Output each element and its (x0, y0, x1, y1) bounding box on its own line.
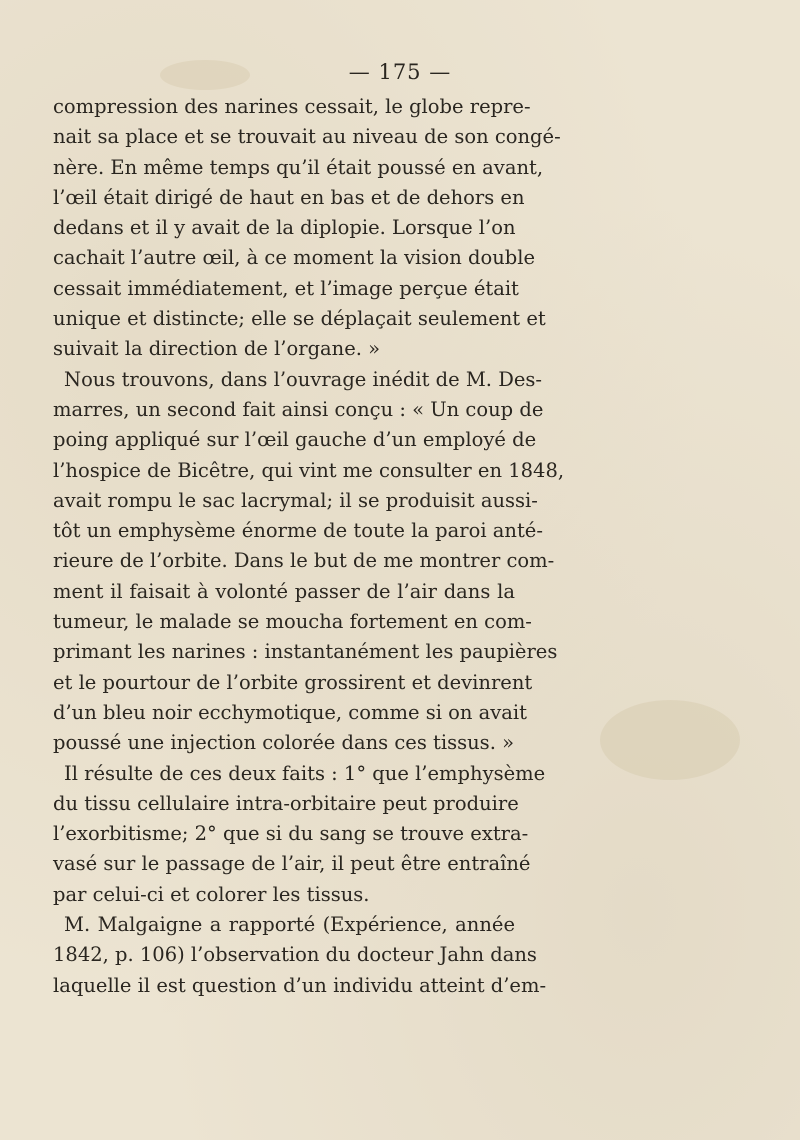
text-line: l’œil était dirigé de haut en bas et de dehors en (53, 185, 525, 209)
text-line: l’hospice de Bicêtre, qui vint me consulter en 1848, (53, 458, 565, 482)
text-line: cessait immédiatement, et l’image perçue était (53, 276, 519, 300)
text-line: Il résulte de ces deux faits : 1° que l’emphysème (64, 761, 546, 785)
text-line: compression des narines cessait, le globe repre- (53, 95, 531, 118)
text-line: nait sa place et se trouvait au niveau de son congé- (53, 125, 561, 149)
text-line: laquelle il est question d’un individu atteint d’em- (53, 973, 547, 997)
body-text (53, 92, 565, 1001)
text-line: avait rompu le sac lacrymal; il se produisit aussi- (53, 488, 538, 512)
text-line: et le pourtour de l’orbite grossirent et devinrent (53, 670, 533, 694)
paper-stain (600, 700, 740, 780)
text-line: suivait la direction de l’organe. » (53, 337, 381, 361)
text-line: par celui-ci et colorer les tissus. (53, 882, 370, 906)
text-line: dedans et il y avait de la diplopie. Lorsque l’on (53, 216, 516, 240)
text-line: Nous trouvons, dans l’ouvrage inédit de M. Des- (64, 367, 542, 391)
text-line: nère. En même temps qu’il était poussé en avant, (53, 155, 544, 179)
text-line: tumeur, le malade se moucha fortement en com- (53, 610, 532, 634)
text-line: primant les narines : instantanément les paupières (53, 640, 558, 664)
text-line: unique et distincte; elle se déplaçait seulement et (53, 307, 546, 331)
text-line: marres, un second fait ainsi conçu : « Un coup de (53, 397, 544, 421)
text-line: vasé sur le passage de l’air, il peut être entraîné (53, 852, 531, 876)
text-line: d’un bleu noir ecchymotique, comme si on avait (53, 700, 527, 724)
text-line: cachait l’autre œil, à ce moment la vision double (53, 246, 536, 270)
text-line: rieure de l’orbite. Dans le but de me montrer com- (53, 549, 555, 573)
text-line: poussé une injection colorée dans ces tissus. » (53, 731, 515, 755)
text-line: M. Malgaigne a rapporté (Expérience, année (64, 913, 515, 937)
text-line: 1842, p. 106) l’observation du docteur Jahn dans (53, 943, 537, 967)
page-number: — 175 — (348, 60, 452, 84)
text-line: du tissu cellulaire intra-orbitaire peut produire (53, 791, 519, 815)
text-line: l’exorbitisme; 2° que si du sang se trouve extra- (53, 822, 529, 846)
text-line: tôt un emphysème énorme de toute la paroi anté- (53, 519, 543, 543)
text-line: poing appliqué sur l’œil gauche d’un employé de (53, 428, 537, 452)
text-line: ment il faisait à volonté passer de l’air dans la (53, 579, 515, 603)
